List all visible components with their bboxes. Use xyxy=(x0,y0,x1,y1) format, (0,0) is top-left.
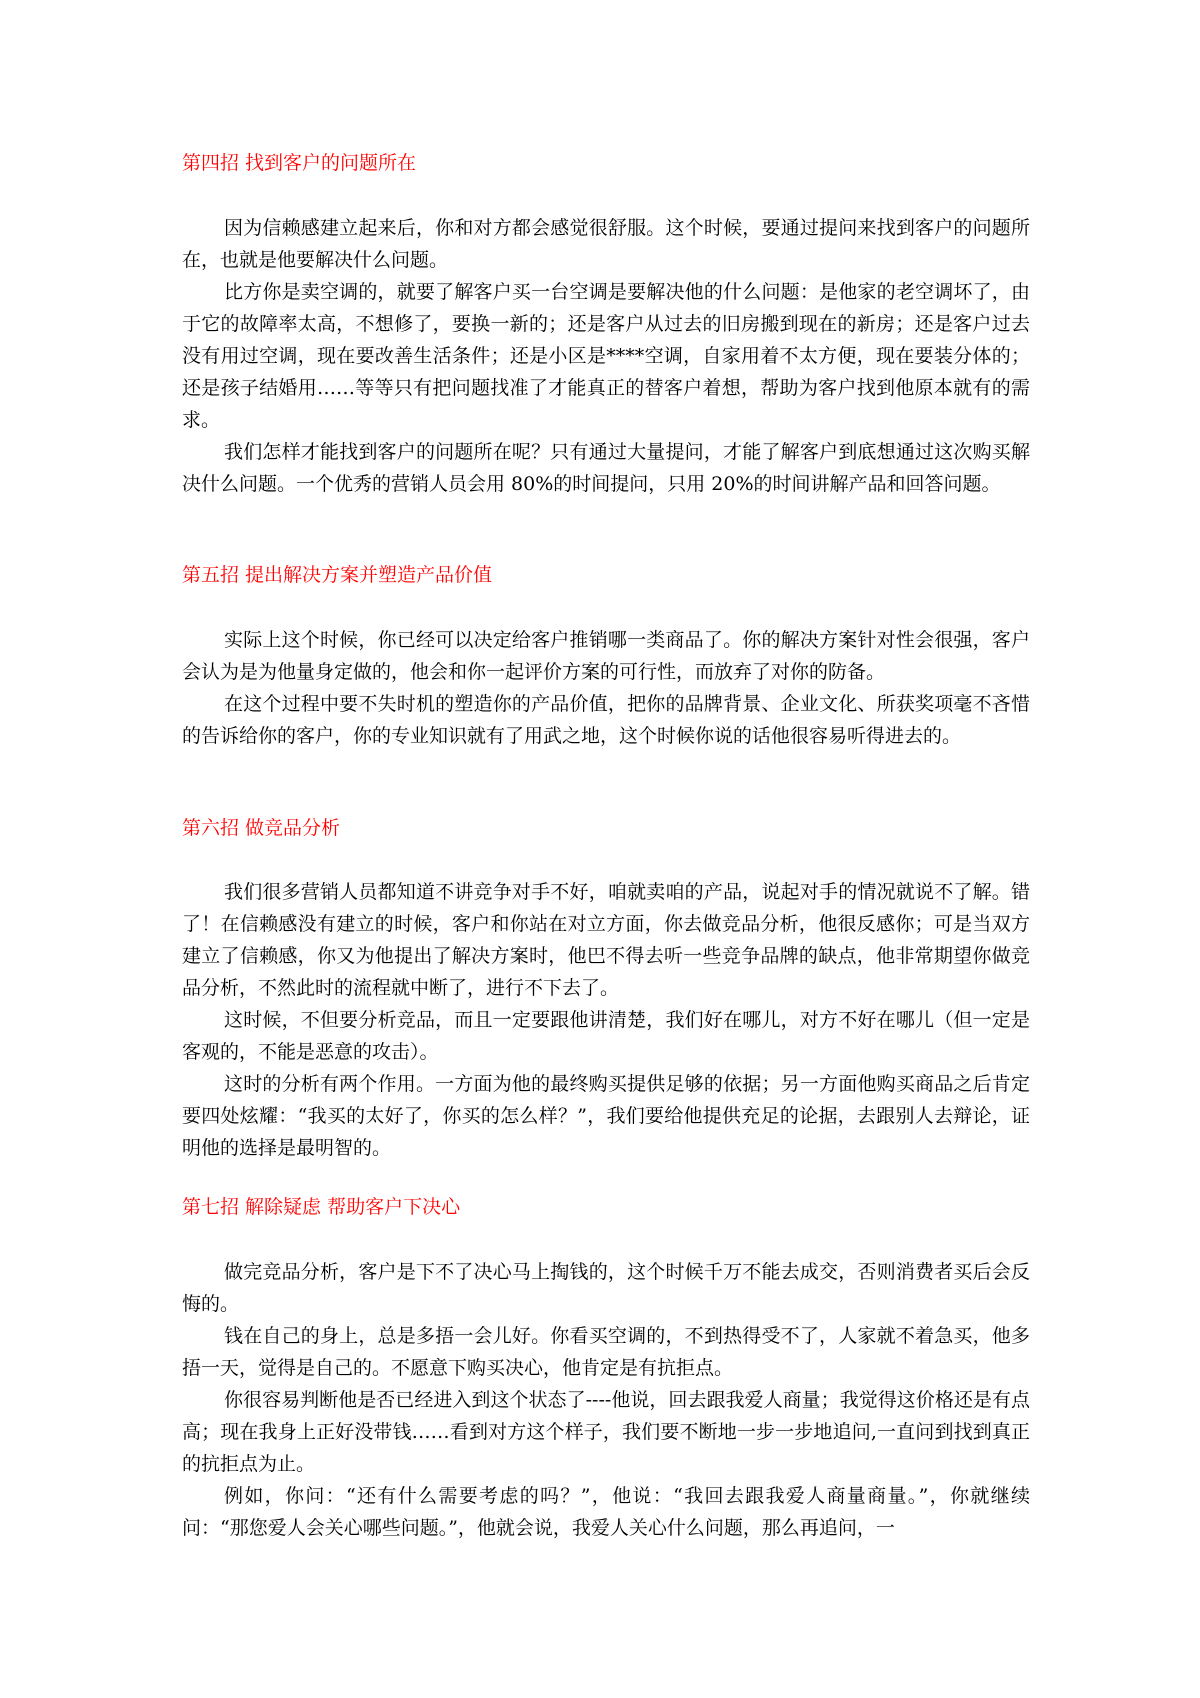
section-heading-5: 第五招 提出解决方案并塑造产品价值 xyxy=(182,564,493,586)
paragraph: 这时的分析有两个作用。一方面为他的最终购买提供足够的依据；另一方面他购买商品之后肯定要四处炫耀：“我买的太好了，你买的怎么样？”，我们要给他提供充足的论据，去跟别人去辩论，证明他的选择是最明智的。 xyxy=(182,1073,1030,1159)
paragraph: 这时候，不但要分析竞品，而且一定要跟他讲清楚，我们好在哪儿，对方不好在哪儿（但一定是客观的，不能是恶意的攻击）。 xyxy=(182,1009,1030,1063)
paragraph: 我们很多营销人员都知道不讲竞争对手不好，咱就卖咱的产品，说起对手的情况就说不了解。错了！在信赖感没有建立的时候，客户和你站在对立方面，你去做竞品分析，他很反感你；可是当双方建立了信赖感，你又为他提出了解决方案时，他巴不得去听一些竞争品牌的缺点，他非常期望你做竞品分析，不然此时的流程就中断了，进行不下去了。 xyxy=(182,881,1030,999)
paragraph: 实际上这个时候，你已经可以决定给客户推销哪一类商品了。你的解决方案针对性会很强，客户会认为是为他量身定做的，他会和你一起评价方案的可行性，而放弃了对你的防备。 xyxy=(182,629,1030,683)
paragraph: 做完竞品分析，客户是下不了决心马上掏钱的，这个时候千万不能去成交，否则消费者买后会反悔的。 xyxy=(182,1261,1030,1315)
paragraph: 你很容易判断他是否已经进入到这个状态了----他说，回去跟我爱人商量；我觉得这价格还是有点高；现在我身上正好没带钱……看到对方这个样子，我们要不断地一步一步地追问,一直问到找到真正的抗拒点为止。 xyxy=(182,1389,1030,1475)
paragraph: 钱在自己的身上，总是多捂一会儿好。你看买空调的，不到热得受不了，人家就不着急买，他多捂一天，觉得是自己的。不愿意下购买决心，他肯定是有抗拒点。 xyxy=(182,1325,1030,1379)
paragraph: 因为信赖感建立起来后，你和对方都会感觉很舒服。这个时候，要通过提问来找到客户的问题所在，也就是他要解决什么问题。 xyxy=(182,217,1030,271)
paragraph: 在这个过程中要不失时机的塑造你的产品价值，把你的品牌背景、企业文化、所获奖项毫不吝惜的告诉给你的客户，你的专业知识就有了用武之地，这个时候你说的话他很容易听得进去的。 xyxy=(182,693,1030,747)
section-heading-7: 第七招 解除疑虑 帮助客户下决心 xyxy=(182,1196,461,1218)
paragraph: 我们怎样才能找到客户的问题所在呢？只有通过大量提问，才能了解客户到底想通过这次购买解决什么问题。一个优秀的营销人员会用 80%的时间提问，只用 20%的时间讲解产品和回答问题。 xyxy=(182,441,1030,495)
section-heading-6: 第六招 做竞品分析 xyxy=(182,817,341,839)
paragraph: 例如，你问：“还有什么需要考虑的吗？”，他说：“我回去跟我爱人商量商量。”，你就继续问：“那您爱人会关心哪些问题。”，他就会说，我爱人关心什么问题，那么再追问，一 xyxy=(182,1485,1030,1539)
section-heading-4: 第四招 找到客户的问题所在 xyxy=(182,152,417,174)
paragraph: 比方你是卖空调的，就要了解客户买一台空调是要解决他的什么问题：是他家的老空调坏了，由于它的故障率太高，不想修了，要换一新的；还是客户从过去的旧房搬到现在的新房；还是客户过去没有用过空调，现在要改善生活条件；还是小区是****空调，自家用着不太方便，现在要装分体的；还是孩子结婚用……等等只有把问题找准了才能真正的替客户着想，帮助为客户找到他原本就有的需求。 xyxy=(182,281,1030,431)
